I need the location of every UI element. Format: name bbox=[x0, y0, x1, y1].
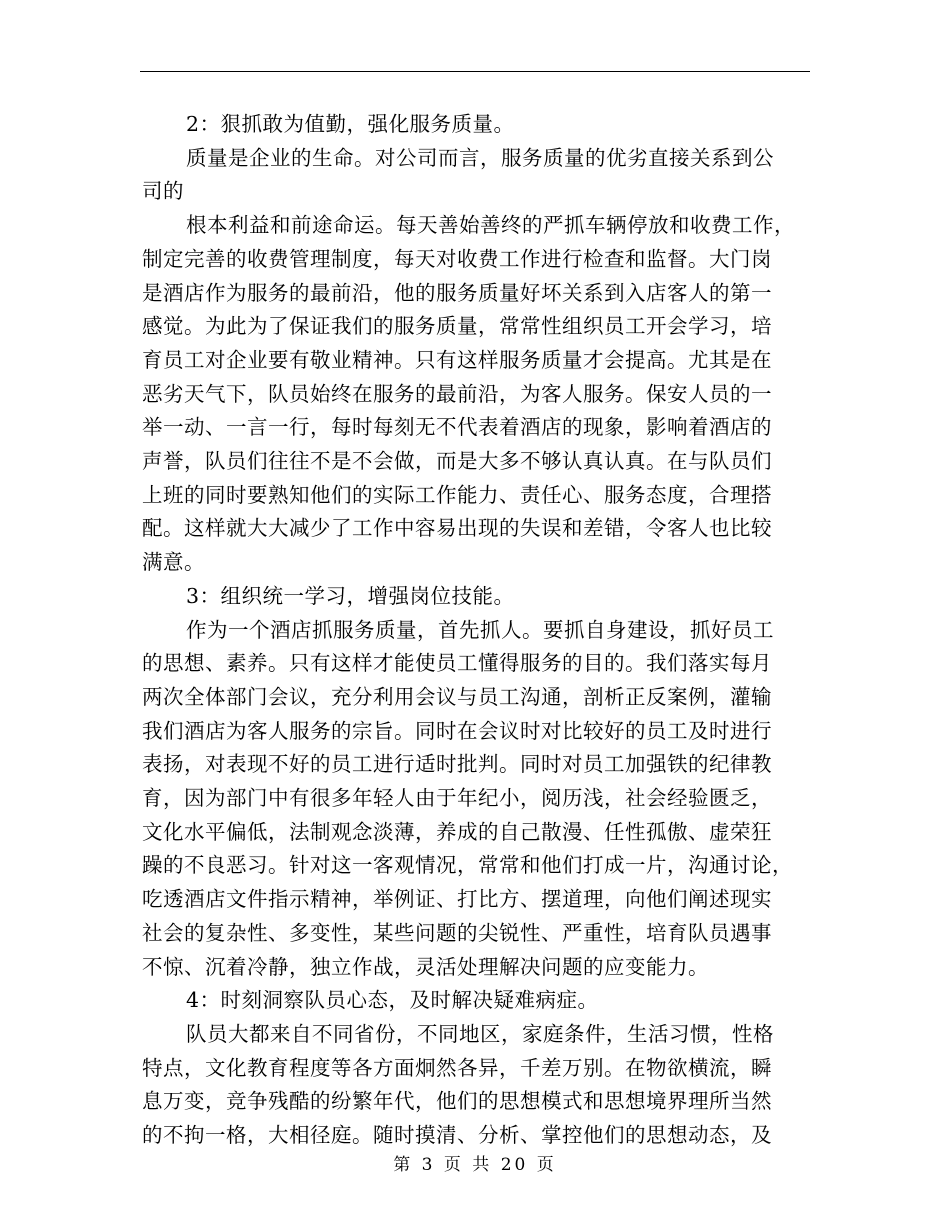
paragraph-line: 作为一个酒店抓服务质量，首先抓人。要抓自身建设，抓好员工 bbox=[186, 617, 774, 642]
paragraph-line: 吃透酒店文件指示精神，举例证、打比方、摆道理，向他们阐述现实 bbox=[142, 887, 772, 912]
paragraph-line: 举一动、一言一行，每时每刻无不代表着酒店的现象，影响着酒店的 bbox=[142, 415, 772, 440]
section-heading-2: 2：狠抓敢为值勤，强化服务质量。 bbox=[186, 112, 515, 136]
paragraph-line: 满意。 bbox=[142, 550, 205, 575]
paragraph-line: 育，因为部门中有很多年轻人由于年纪小，阅历浅，社会经验匮乏， bbox=[142, 786, 772, 811]
paragraph-line: 根本利益和前途命运。每天善始善终的严抓车辆停放和收费工作， bbox=[186, 213, 795, 238]
paragraph-line: 特点，文化教育程度等各方面炯然各异，千差万别。在物欲横流，瞬 bbox=[142, 1055, 772, 1080]
paragraph-line: 司的 bbox=[142, 179, 184, 204]
paragraph-line: 育员工对企业要有敬业精神。只有这样服务质量才会提高。尤其是在 bbox=[142, 347, 772, 372]
paragraph-line: 恶劣天气下，队员始终在服务的最前沿，为客人服务。保安人员的一 bbox=[142, 381, 772, 406]
paragraph-line: 感觉。为此为了保证我们的服务质量，常常性组织员工开会学习，培 bbox=[142, 314, 772, 339]
document-body bbox=[142, 108, 810, 1153]
paragraph-line: 我们酒店为客人服务的宗旨。同时在会议时对比较好的员工及时进行 bbox=[142, 718, 772, 743]
paragraph-line: 两次全体部门会议，充分利用会议与员工沟通，剖析正反案例，灌输 bbox=[142, 684, 772, 709]
page-number-footer: 第 3 页 共 20 页 bbox=[393, 1155, 557, 1175]
paragraph-line: 的思想、素养。只有这样才能使员工懂得服务的目的。我们落实每月 bbox=[142, 651, 772, 676]
paragraph-line: 息万变，竞争残酷的纷繁年代，他们的思想模式和思想境界理所当然 bbox=[142, 1089, 772, 1114]
paragraph-line: 躁的不良恶习。针对这一客观情况，常常和他们打成一片，沟通讨论， bbox=[142, 853, 793, 878]
paragraph-line: 表扬，对表现不好的员工进行适时批判。同时对员工加强铁的纪律教 bbox=[142, 752, 772, 777]
paragraph-line: 制定完善的收费管理制度，每天对收费工作进行检查和监督。大门岗 bbox=[142, 246, 772, 271]
paragraph-line: 质量是企业的生命。对公司而言，服务质量的优劣直接关系到公 bbox=[186, 145, 774, 170]
paragraph-line: 声誉，队员们往往不是不会做，而是大多不够认真认真。在与队员们 bbox=[142, 449, 772, 474]
paragraph-line: 队员大都来自不同省份，不同地区，家庭条件，生活习惯，性格 bbox=[186, 1021, 774, 1046]
paragraph-line: 配。这样就大大减少了工作中容易出现的失误和差错，令客人也比较 bbox=[142, 516, 772, 541]
section-heading-4: 4：时刻洞察队员心态，及时解决疑难病症。 bbox=[186, 988, 599, 1013]
paragraph-line: 上班的同时要熟知他们的实际工作能力、责任心、服务态度，合理搭 bbox=[142, 482, 772, 507]
paragraph-line: 不惊、沉着冷静，独立作战，灵活处理解决问题的应变能力。 bbox=[142, 954, 709, 979]
paragraph-line: 文化水平偏低，法制观念淡薄，养成的自己散漫、任性孤傲、虚荣狂 bbox=[142, 819, 772, 844]
header-rule bbox=[140, 71, 810, 72]
paragraph-line: 社会的复杂性、多变性，某些问题的尖锐性、严重性，培育队员遇事 bbox=[142, 920, 772, 945]
paragraph-line: 的不拘一格，大相径庭。随时摸清、分析、掌控他们的思想动态，及 bbox=[142, 1123, 772, 1148]
paragraph-line: 是酒店作为服务的最前沿，他的服务质量好坏关系到入店客人的第一 bbox=[142, 280, 772, 305]
section-heading-3: 3：组织统一学习，增强岗位技能。 bbox=[186, 583, 515, 608]
